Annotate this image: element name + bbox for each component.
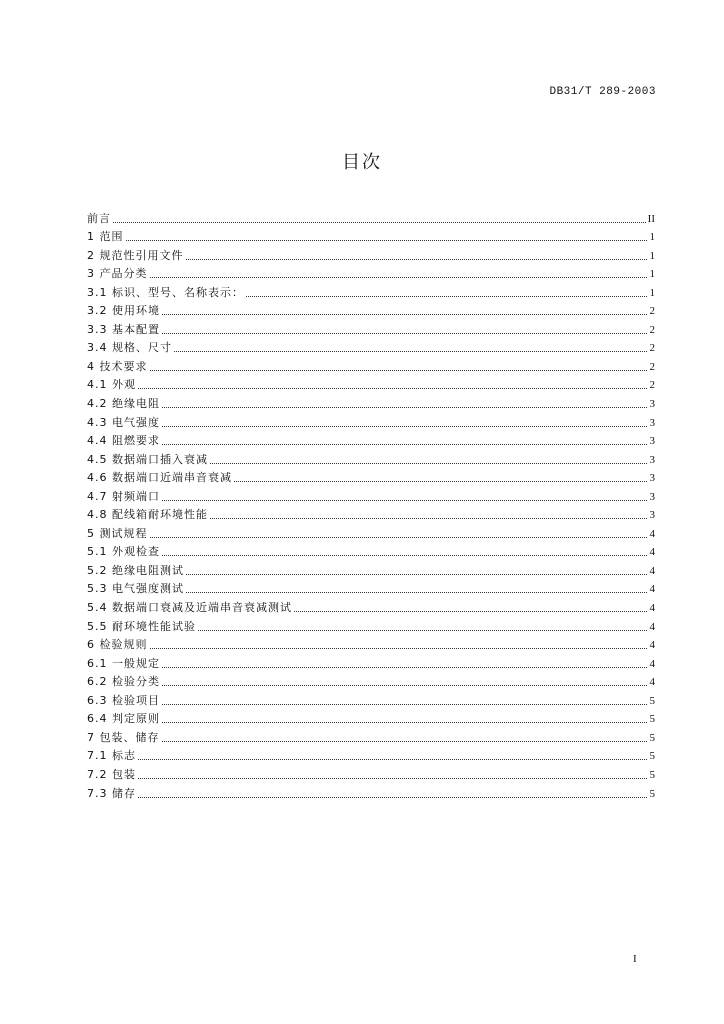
toc-entry-title: 6.3 检验项目 xyxy=(87,693,160,707)
toc-entry[interactable] xyxy=(87,430,655,449)
toc-entry-title: 6.2 检验分类 xyxy=(87,675,160,689)
toc-entry-page: 3 xyxy=(649,398,655,411)
toc-entry-page: 3 xyxy=(649,453,655,466)
toc-entry-page: 5 xyxy=(649,731,655,744)
toc-entry-title: 5.5 耐环境性能试验 xyxy=(87,619,196,633)
toc-leader-dots xyxy=(246,295,647,297)
toc-entry[interactable] xyxy=(87,615,655,634)
toc-leader-dots xyxy=(150,276,648,278)
toc-entry-title: 6 检验规则 xyxy=(87,638,148,652)
toc-entry[interactable] xyxy=(87,448,655,467)
toc-entry-title: 4.5 数据端口插入衰减 xyxy=(87,452,208,466)
toc-leader-dots xyxy=(198,629,647,631)
toc-entry-page: 4 xyxy=(649,620,655,633)
toc-entry-title: 3.2 使用环境 xyxy=(87,304,160,318)
toc-leader-dots xyxy=(162,684,647,686)
toc-leader-dots xyxy=(186,573,647,575)
toc-leader-dots xyxy=(150,536,648,538)
toc-entry[interactable] xyxy=(87,559,655,578)
toc-entry[interactable] xyxy=(87,207,655,226)
toc-entry-title: 4.8 配线箱耐环境性能 xyxy=(87,508,208,522)
toc-entry-page: 2 xyxy=(649,360,655,373)
toc-leader-dots xyxy=(162,425,647,427)
toc-entry-page: II xyxy=(647,212,655,225)
toc-entry-title: 4.1 外观 xyxy=(87,378,136,392)
toc-leader-dots xyxy=(210,462,647,464)
toc-leader-dots xyxy=(138,796,647,798)
toc-entry-page: 4 xyxy=(649,639,655,652)
toc-entry[interactable] xyxy=(87,411,655,430)
toc-entry-page: 3 xyxy=(649,490,655,503)
toc-entry-title: 5.3 电气强度测试 xyxy=(87,582,184,596)
toc-entry[interactable] xyxy=(87,392,655,411)
toc-leader-dots xyxy=(113,221,646,223)
toc-leader-dots xyxy=(138,758,647,760)
toc-entry[interactable] xyxy=(87,467,655,486)
toc-entry[interactable] xyxy=(87,355,655,374)
toc-entry[interactable] xyxy=(87,244,655,263)
toc-leader-dots xyxy=(174,350,647,352)
toc-entry[interactable] xyxy=(87,652,655,671)
toc-entry-title: 7.3 储存 xyxy=(87,786,136,800)
toc-entry-title: 4.2 绝缘电阻 xyxy=(87,397,160,411)
toc-entry-title: 4.6 数据端口近端串音衰减 xyxy=(87,471,232,485)
toc-entry[interactable] xyxy=(87,689,655,708)
toc-entry-title: 5.4 数据端口衰减及近端串音衰减测试 xyxy=(87,601,292,615)
toc-entry-page: 4 xyxy=(649,583,655,596)
toc-entry-title: 5.1 外观检查 xyxy=(87,545,160,559)
toc-entry-title: 3.1 标识、型号、名称表示： xyxy=(87,285,244,299)
toc-entry-title: 4 技术要求 xyxy=(87,359,148,373)
toc-entry[interactable] xyxy=(87,300,655,319)
toc-entry-title: 7 包装、储存 xyxy=(87,730,160,744)
toc-entry-title: 3.4 规格、尺寸 xyxy=(87,341,172,355)
table-of-contents xyxy=(87,207,655,801)
toc-entry-title: 1 范围 xyxy=(87,230,124,244)
document-code: DB31/T 289-2003 xyxy=(549,86,656,98)
toc-entry-page: 4 xyxy=(649,546,655,559)
toc-entry-page: 5 xyxy=(649,713,655,726)
toc-entry-title: 7.2 包装 xyxy=(87,767,136,781)
toc-entry-title: 4.3 电气强度 xyxy=(87,415,160,429)
toc-entry-title: 3.3 基本配置 xyxy=(87,322,160,336)
toc-entry[interactable] xyxy=(87,763,655,782)
toc-entry[interactable] xyxy=(87,745,655,764)
toc-entry[interactable] xyxy=(87,504,655,523)
toc-leader-dots xyxy=(186,258,648,260)
toc-entry[interactable] xyxy=(87,596,655,615)
toc-entry-title: 6.4 判定原则 xyxy=(87,712,160,726)
page-number: I xyxy=(633,953,637,965)
toc-entry-page: 3 xyxy=(649,509,655,522)
toc-leader-dots xyxy=(186,591,647,593)
toc-entry-title: 6.1 一般规定 xyxy=(87,656,160,670)
toc-leader-dots xyxy=(150,647,648,649)
toc-entry-page: 5 xyxy=(649,768,655,781)
toc-entry-page: 4 xyxy=(649,564,655,577)
toc-entry-title: 2 规范性引用文件 xyxy=(87,248,184,262)
toc-leader-dots xyxy=(162,443,647,445)
toc-leader-dots xyxy=(162,332,647,334)
toc-entry[interactable] xyxy=(87,226,655,245)
toc-entry-page: 3 xyxy=(649,472,655,485)
toc-entry[interactable] xyxy=(87,726,655,745)
toc-entry-page: 4 xyxy=(649,657,655,670)
toc-entry-page: 2 xyxy=(649,305,655,318)
toc-entry-page: 4 xyxy=(649,602,655,615)
toc-leader-dots xyxy=(162,499,647,501)
toc-entry-page: 2 xyxy=(649,342,655,355)
toc-entry-page: 3 xyxy=(649,435,655,448)
toc-entry-title: 5.2 绝缘电阻测试 xyxy=(87,563,184,577)
toc-entry[interactable] xyxy=(87,782,655,801)
toc-leader-dots xyxy=(162,666,647,668)
toc-leader-dots xyxy=(126,239,648,241)
toc-entry-page: 1 xyxy=(649,286,655,299)
toc-entry-page: 1 xyxy=(649,268,655,281)
toc-leader-dots xyxy=(150,369,648,371)
toc-entry-title: 7.1 标志 xyxy=(87,749,136,763)
toc-entry-page: 4 xyxy=(649,676,655,689)
toc-entry[interactable] xyxy=(87,374,655,393)
toc-entry[interactable] xyxy=(87,281,655,300)
toc-entry-title: 前言 xyxy=(87,211,111,225)
toc-entry[interactable] xyxy=(87,541,655,560)
toc-entry-page: 1 xyxy=(649,231,655,244)
toc-entry-title: 4.4 阻燃要求 xyxy=(87,434,160,448)
toc-leader-dots xyxy=(138,387,647,389)
toc-entry-title: 5 测试规程 xyxy=(87,526,148,540)
toc-entry[interactable] xyxy=(87,263,655,282)
toc-leader-dots xyxy=(210,517,647,519)
toc-entry[interactable] xyxy=(87,318,655,337)
toc-entry-title: 3 产品分类 xyxy=(87,267,148,281)
toc-leader-dots xyxy=(162,703,647,705)
toc-entry-page: 4 xyxy=(649,527,655,540)
toc-entry-page: 1 xyxy=(649,249,655,262)
toc-leader-dots xyxy=(162,740,648,742)
toc-leader-dots xyxy=(234,480,647,482)
toc-entry-title: 4.7 射频端口 xyxy=(87,489,160,503)
toc-entry[interactable] xyxy=(87,708,655,727)
page-title: 目次 xyxy=(342,152,382,173)
toc-leader-dots xyxy=(162,406,647,408)
toc-entry-page: 5 xyxy=(649,750,655,763)
toc-leader-dots xyxy=(294,610,647,612)
toc-entry[interactable] xyxy=(87,578,655,597)
toc-entry-page: 2 xyxy=(649,379,655,392)
toc-leader-dots xyxy=(138,777,647,779)
toc-entry-page: 2 xyxy=(649,323,655,336)
toc-entry[interactable] xyxy=(87,671,655,690)
toc-entry-page: 5 xyxy=(649,694,655,707)
toc-entry-page: 3 xyxy=(649,416,655,429)
toc-entry[interactable] xyxy=(87,522,655,541)
toc-leader-dots xyxy=(162,721,647,723)
toc-entry[interactable] xyxy=(87,634,655,653)
toc-entry[interactable] xyxy=(87,485,655,504)
toc-entry-page: 5 xyxy=(649,787,655,800)
toc-leader-dots xyxy=(162,554,647,556)
toc-entry[interactable] xyxy=(87,337,655,356)
toc-leader-dots xyxy=(162,313,647,315)
